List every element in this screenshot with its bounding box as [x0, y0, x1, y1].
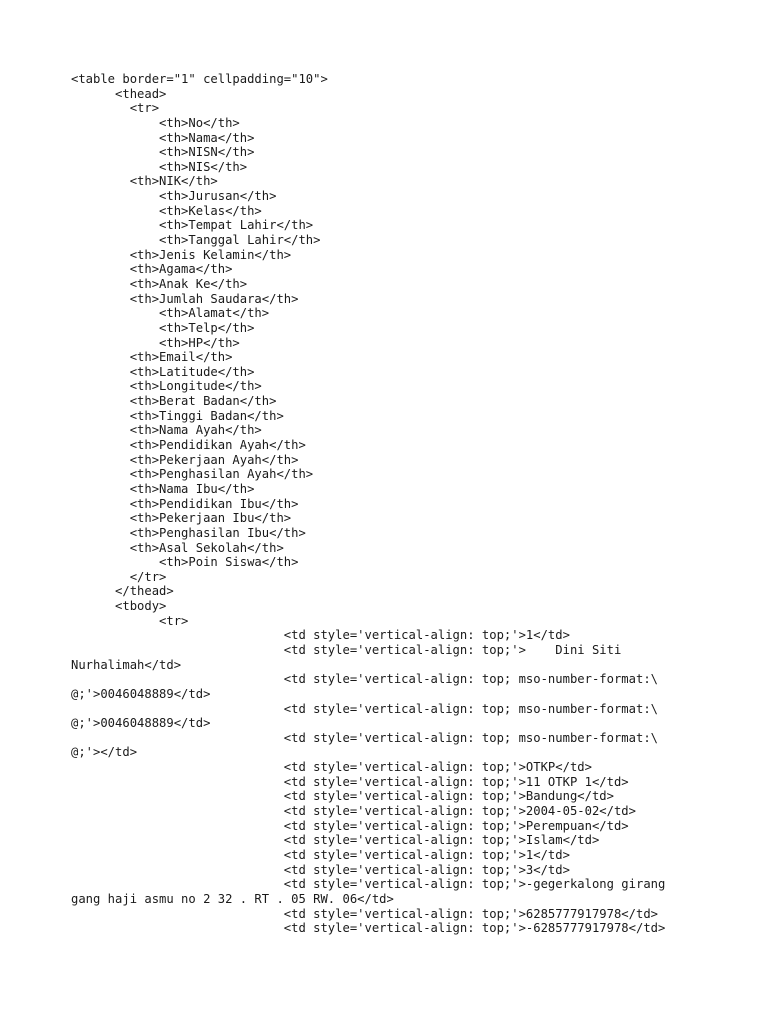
text-line: <td style='vertical-align: top; mso-number-format:\: [71, 672, 658, 687]
text-line: <th>Latitude</th>: [71, 364, 255, 379]
text-line: <table border="1" cellpadding="10">: [71, 72, 328, 86]
text-line: </tr>: [71, 569, 167, 584]
text-line: <th>Kelas</th>: [71, 203, 262, 218]
text-line: <td style='vertical-align: top;'>Bandung</td>: [71, 789, 614, 804]
text-line: <th>Pendidikan Ayah</th>: [71, 438, 306, 453]
text-line: <th>Nama</th>: [71, 130, 255, 145]
text-line: <td style='vertical-align: top;'>3</td>: [71, 862, 570, 877]
text-line: <th>Nama Ayah</th>: [71, 423, 262, 438]
text-line: <td style='vertical-align: top;'>-6285777917978</td>: [71, 921, 666, 936]
text-line: <th>Asal Sekolah</th>: [71, 540, 284, 555]
text-line: <td style='vertical-align: top; mso-number-format:\: [71, 701, 658, 716]
text-line: <td style='vertical-align: top;'> Dini Siti: [71, 642, 622, 657]
text-line: <td style='vertical-align: top;'>1</td>: [71, 628, 570, 643]
text-line: Nurhalimah</td>: [71, 657, 182, 672]
text-line: <td style='vertical-align: top;'>11 OTKP 1</td>: [71, 774, 629, 789]
text-line: <tbody>: [71, 599, 167, 614]
text-line: <th>Nama Ibu</th>: [71, 481, 255, 496]
text-line: <th>Poin Siswa</th>: [71, 555, 299, 570]
text-line: <th>Pekerjaan Ibu</th>: [71, 511, 292, 526]
text-line: <th>NIS</th>: [71, 159, 248, 174]
text-line: <thead>: [71, 86, 167, 101]
text-line: <td style='vertical-align: top;'>Islam</td>: [71, 833, 600, 848]
text-line: <th>Pendidikan Ibu</th>: [71, 496, 299, 511]
text-line: <th>Penghasilan Ayah</th>: [71, 467, 314, 482]
text-line: <th>Jumlah Saudara</th>: [71, 291, 299, 306]
text-line: gang haji asmu no 2 32 . RT . 05 RW. 06</td>: [71, 891, 394, 906]
text-line: <tr>: [71, 101, 160, 116]
text-line: <th>HP</th>: [71, 335, 240, 350]
text-line: <th>Jurusan</th>: [71, 189, 277, 204]
text-line: <th>NISN</th>: [71, 145, 255, 160]
text-line: <th>Berat Badan</th>: [71, 394, 277, 409]
text-line: <th>Tanggal Lahir</th>: [71, 233, 321, 248]
text-line: <td style='vertical-align: top;'>2004-05-02</td>: [71, 804, 636, 819]
text-line: <td style='vertical-align: top;'>Perempuan</td>: [71, 818, 629, 833]
document-body: [71, 72, 751, 936]
text-line: <th>NIK</th>: [71, 174, 218, 189]
text-line: <th>Tinggi Badan</th>: [71, 408, 284, 423]
text-line: <th>Alamat</th>: [71, 306, 270, 321]
text-line: <th>Tempat Lahir</th>: [71, 218, 314, 233]
text-line: <th>Telp</th>: [71, 320, 255, 335]
text-line: <td style='vertical-align: top;'>OTKP</td>: [71, 760, 592, 775]
text-line: <td style='vertical-align: top; mso-number-format:\: [71, 730, 658, 745]
text-line: @;'></td>: [71, 745, 138, 760]
text-line: <th>Email</th>: [71, 350, 233, 365]
text-line: </thead>: [71, 584, 174, 599]
text-line: <th>No</th>: [71, 115, 240, 130]
text-line: <td style='vertical-align: top;'>6285777917978</td>: [71, 906, 658, 921]
text-line: <td style='vertical-align: top;'>-gegerkalong girang: [71, 877, 666, 892]
text-line: <th>Pekerjaan Ayah</th>: [71, 452, 299, 467]
text-line: @;'>0046048889</td>: [71, 686, 211, 701]
text-line: <th>Anak Ke</th>: [71, 276, 248, 291]
text-line: <th>Penghasilan Ibu</th>: [71, 525, 306, 540]
text-line: <th>Agama</th>: [71, 262, 233, 277]
text-line: <th>Longitude</th>: [71, 379, 262, 394]
text-line: <th>Jenis Kelamin</th>: [71, 247, 292, 262]
text-line: @;'>0046048889</td>: [71, 716, 211, 731]
text-line: <td style='vertical-align: top;'>1</td>: [71, 847, 570, 862]
text-line: <tr>: [71, 613, 189, 628]
